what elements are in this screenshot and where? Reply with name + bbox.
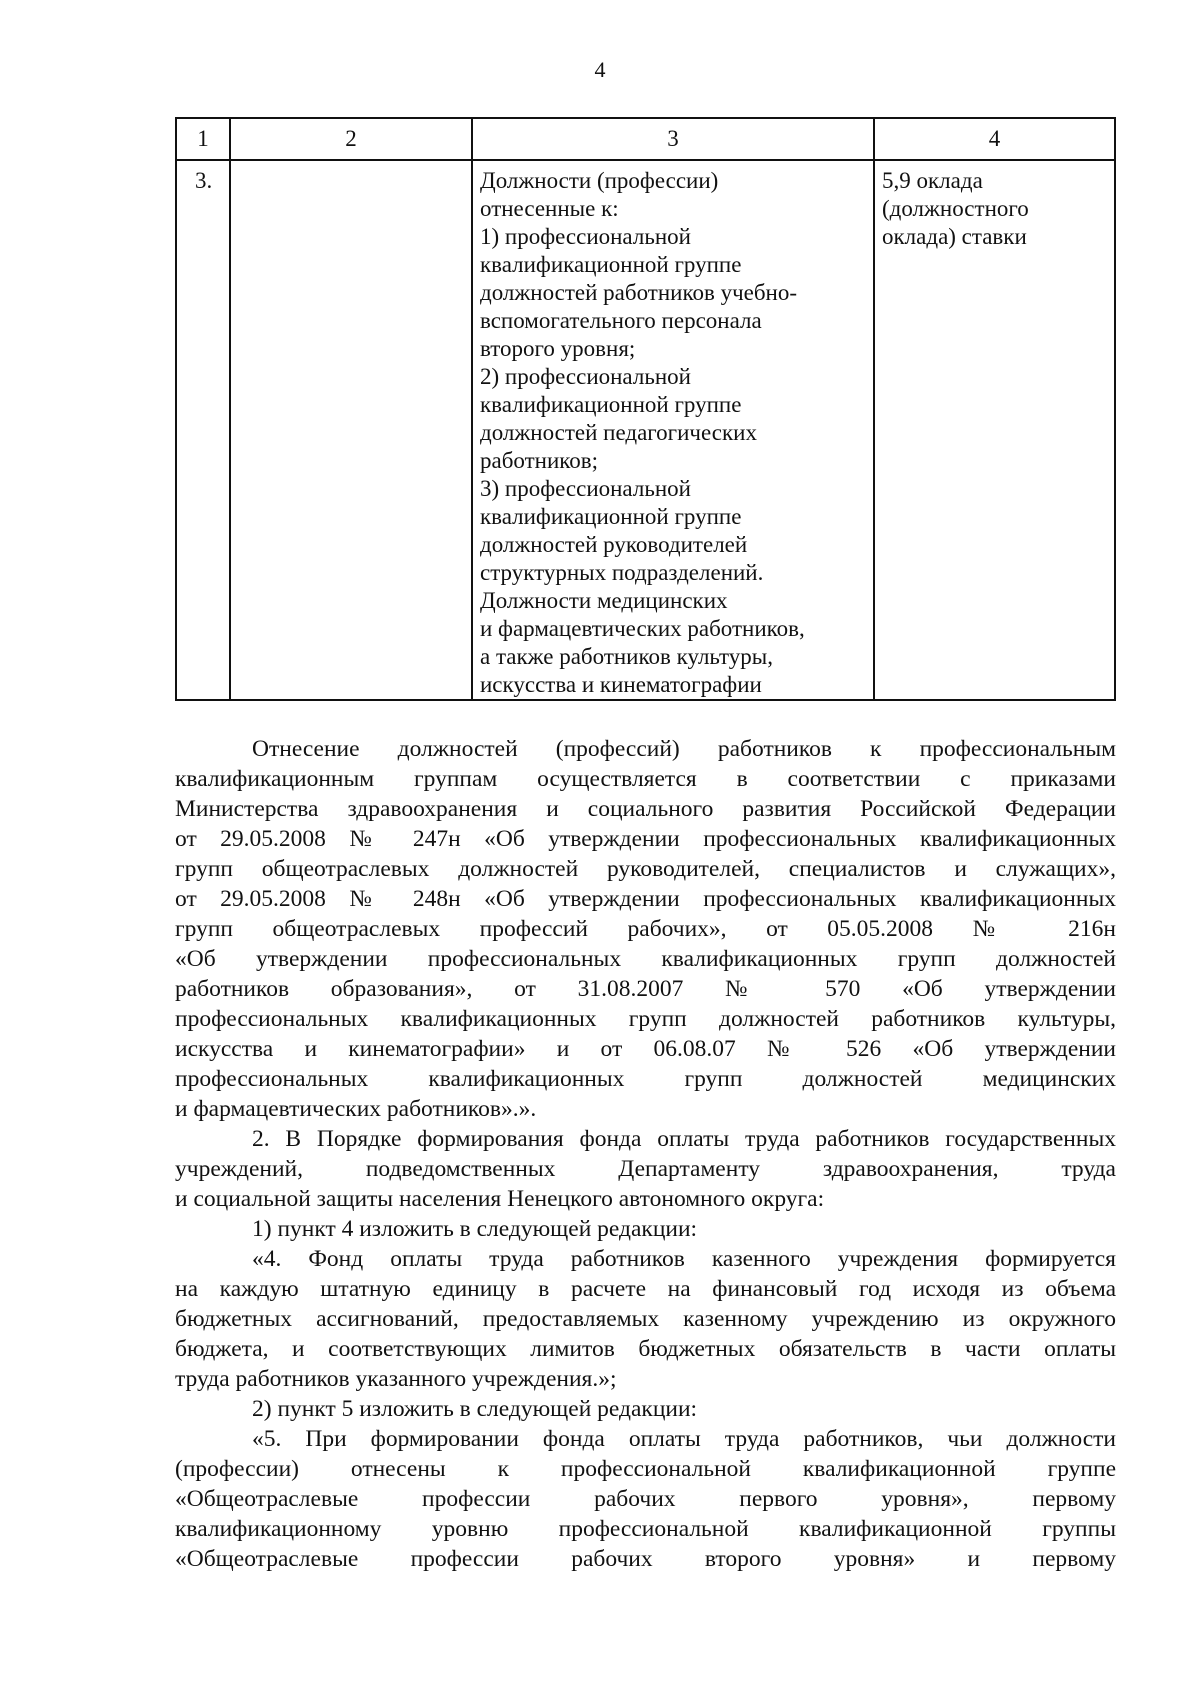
- header-col-3: 3: [472, 118, 874, 160]
- cell-text-line: Должности (профессии): [480, 168, 719, 193]
- text-line: бюджета, и соответствующих лимитов бюджетных обязательств в части оплаты: [175, 1336, 1116, 1362]
- cell-text-line: 2) профессиональной: [480, 364, 691, 389]
- cell-text-line: 1) профессиональной: [480, 224, 691, 249]
- text-line: искусства и кинематографии» и от 06.08.07 № 526 «Об утверждении: [175, 1036, 1116, 1062]
- salary-coefficient-table: [175, 117, 1116, 701]
- text-line: от 29.05.2008 № 247н «Об утверждении профессиональных квалификационных: [175, 826, 1116, 852]
- paragraph: [175, 1124, 1116, 1214]
- text-line: «Общеотраслевые профессии рабочих первого уровня», первому: [175, 1486, 1116, 1512]
- cell-text-line: должностей работников учебно-: [480, 280, 798, 305]
- paragraph: [175, 1214, 1116, 1244]
- document-body: [175, 734, 1116, 1574]
- header-col-4: 4: [874, 118, 1115, 160]
- cell-text-line: отнесенные к:: [480, 196, 619, 221]
- paragraph: [175, 1394, 1116, 1424]
- page-number: 4: [594, 57, 606, 82]
- text-line: на каждую штатную единицу в расчете на финансовый год исходя из объема: [175, 1276, 1116, 1302]
- cell-text-line: а также работников культуры,: [480, 644, 773, 669]
- text-line: профессиональных квалификационных групп должностей медицинских: [175, 1066, 1116, 1092]
- cell-text-line: вспомогательного персонала: [480, 308, 762, 333]
- text-line: и социальной защиты населения Ненецкого автономного округа:: [175, 1186, 825, 1212]
- text-line: 1) пункт 4 изложить в следующей редакции:: [252, 1216, 698, 1242]
- paragraph: [175, 1244, 1116, 1394]
- cell-text-line: оклада) ставки: [882, 224, 1027, 249]
- header-col-1: 1: [176, 118, 230, 160]
- cell-text-line: и фармацевтических работников,: [480, 616, 805, 641]
- paragraph: [175, 734, 1116, 1124]
- text-line: «Общеотраслевые профессии рабочих второго уровня» и первому: [175, 1546, 1116, 1572]
- paragraph: [175, 1424, 1116, 1574]
- text-line: квалификационному уровню профессиональной квалификационной группы: [175, 1516, 1116, 1542]
- row-col-2: [230, 160, 472, 700]
- text-line: «Об утверждении профессиональных квалификационных групп должностей: [175, 946, 1116, 972]
- text-line: труда работников указанного учреждения.»;: [175, 1366, 617, 1392]
- cell-text-line: второго уровня;: [480, 336, 636, 361]
- text-line: квалификационным группам осуществляется в соответствии с приказами: [175, 766, 1116, 792]
- cell-text-line: работников;: [480, 448, 599, 473]
- text-line: групп общеотраслевых должностей руководителей, специалистов и служащих»,: [175, 856, 1116, 882]
- text-line: и фармацевтических работников».».: [175, 1096, 537, 1122]
- text-line: «4. Фонд оплаты труда работников казенного учреждения формируется: [252, 1246, 1116, 1272]
- cell-text-line: квалификационной группе: [480, 504, 742, 529]
- cell-text-line: 3) профессиональной: [480, 476, 691, 501]
- cell-text-line: должностей педагогических: [480, 420, 757, 445]
- row-number: 3.: [176, 160, 230, 700]
- header-col-2: 2: [230, 118, 472, 160]
- cell-text-line: квалификационной группе: [480, 392, 742, 417]
- coefficient-cell: [874, 160, 1115, 700]
- text-line: «5. При формировании фонда оплаты труда работников, чьи должности: [252, 1426, 1116, 1452]
- cell-text-line: должностей руководителей: [480, 532, 748, 557]
- cell-text-line: искусства и кинематографии: [480, 672, 762, 697]
- text-line: Министерства здравоохранения и социального развития Российской Федерации: [175, 796, 1116, 822]
- table-header-row: [176, 118, 1115, 160]
- positions-cell: [472, 160, 874, 700]
- text-line: профессиональных квалификационных групп должностей работников культуры,: [175, 1006, 1116, 1032]
- text-line: учреждений, подведомственных Департаменту здравоохранения, труда: [175, 1156, 1116, 1182]
- cell-text-line: структурных подразделений.: [480, 560, 764, 585]
- text-line: Отнесение должностей (профессий) работников к профессиональным: [252, 736, 1116, 762]
- text-line: групп общеотраслевых профессий рабочих», от 05.05.2008 № 216н: [175, 916, 1116, 942]
- text-line: 2) пункт 5 изложить в следующей редакции:: [252, 1396, 698, 1422]
- cell-text-line: (должностного: [882, 196, 1029, 221]
- text-line: 2. В Порядке формирования фонда оплаты труда работников государственных: [252, 1126, 1116, 1152]
- cell-text-line: Должности медицинских: [480, 588, 728, 613]
- text-line: (профессии) отнесены к профессиональной квалификационной группе: [175, 1456, 1116, 1482]
- cell-text-line: квалификационной группе: [480, 252, 742, 277]
- text-line: работников образования», от 31.08.2007 № 570 «Об утверждении: [175, 976, 1116, 1002]
- text-line: бюджетных ассигнований, предоставляемых казенному учреждению из окружного: [175, 1306, 1116, 1332]
- text-line: от 29.05.2008 № 248н «Об утверждении профессиональных квалификационных: [175, 886, 1116, 912]
- cell-text-line: 5,9 оклада: [882, 168, 983, 193]
- table-row: [176, 160, 1115, 700]
